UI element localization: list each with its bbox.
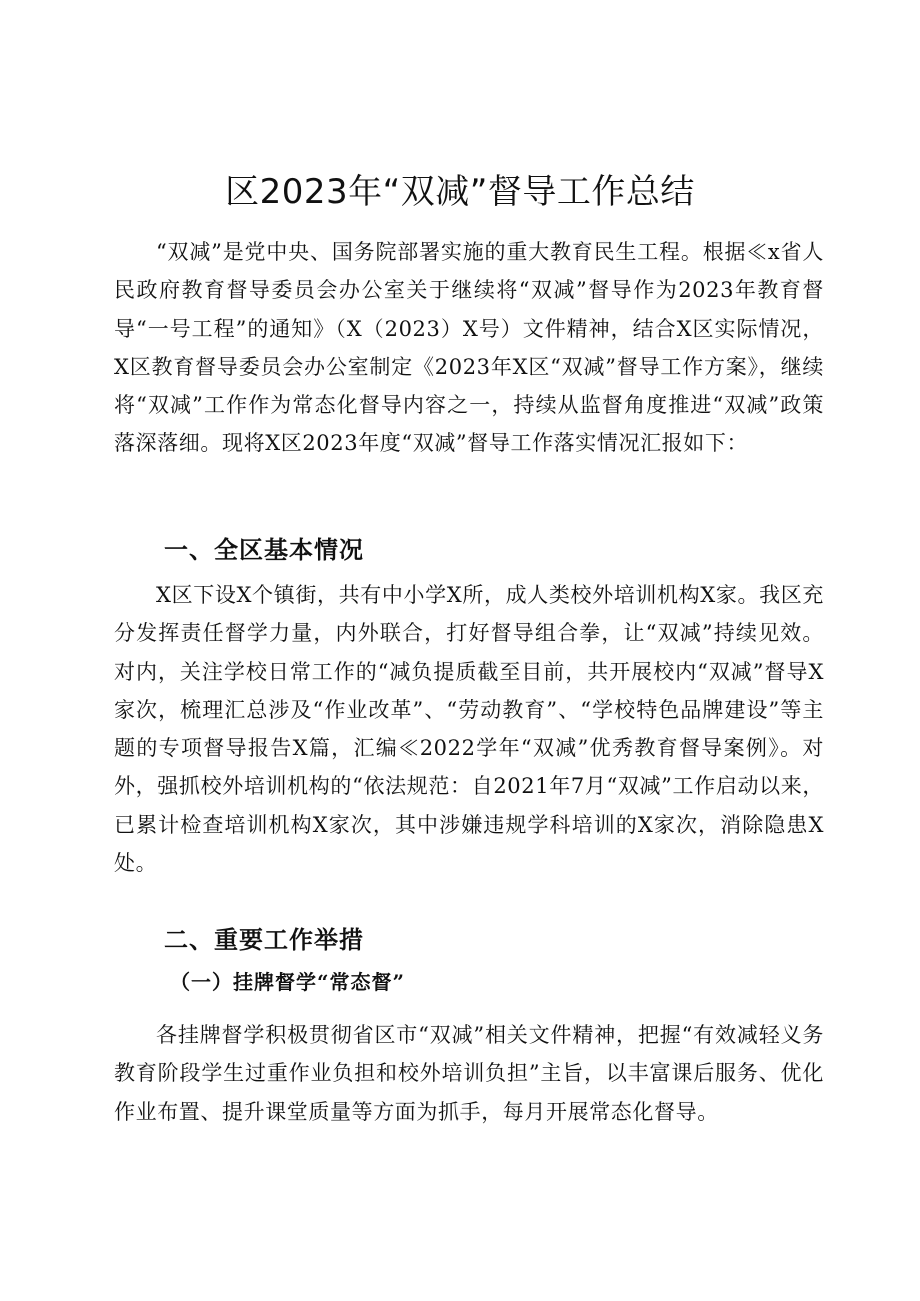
document-title: 区2023年“双减”督导工作总结 [225,172,695,212]
intro-paragraph: “双减”是党中央、国务院部署实施的重大教育民生工程。根据≪x省人民政府教育督导委员会办公室关于继续将“双减”督导作为2023年教育督导“一号工程”的通知》（X（2023）X号）文件精神，结合X区实际情况，X区教育督导委员会办公室制定《2023年X区“双减”督导工作方案》，继续将“双减”工作作为常态化督导内容之一，持续从监督角度推进“双减”政策落深落细。现将X区2023年度“双减”督导工作落实情况汇报如下： [114,240,824,456]
section-2-heading: 二、重要工作举措 [164,926,364,954]
section-1-heading: 一、全区基本情况 [164,536,364,564]
section-1-paragraph: X区下设X个镇街，共有中小学X所，成人类校外培训机构X家。我区充分发挥责任督学力量，内外联合，打好督导组合拳，让“双减”持续见效。对内，关注学校日常工作的“减负提质截至目前，共开展校内“双减”督导X家次，梳理汇总涉及“作业改革”、“劳动教育”、“学校特色品牌建设”等主题的专项督导报告X篇，汇编≪2022学年“双减”优秀教育督导案例》。对外，强抓校外培训机构的“依法规范：自2021年7月“双减”工作启动以来，已累计检查培训机构X家次，其中涉嫌违规学科培训的X家次，消除隐患X处。 [114,583,824,876]
subsection-1-paragraph: 各挂牌督学积极贯彻省区市“双减”相关文件精神，把握“有效减轻义务教育阶段学生过重作业负担和校外培训负担”主旨，以丰富课后服务、优化作业布置、提升课堂质量等方面为抓手，每月开展常态化督导。 [114,1023,824,1124]
subsection-1-heading: （一）挂牌督学“常态督” [170,970,406,994]
